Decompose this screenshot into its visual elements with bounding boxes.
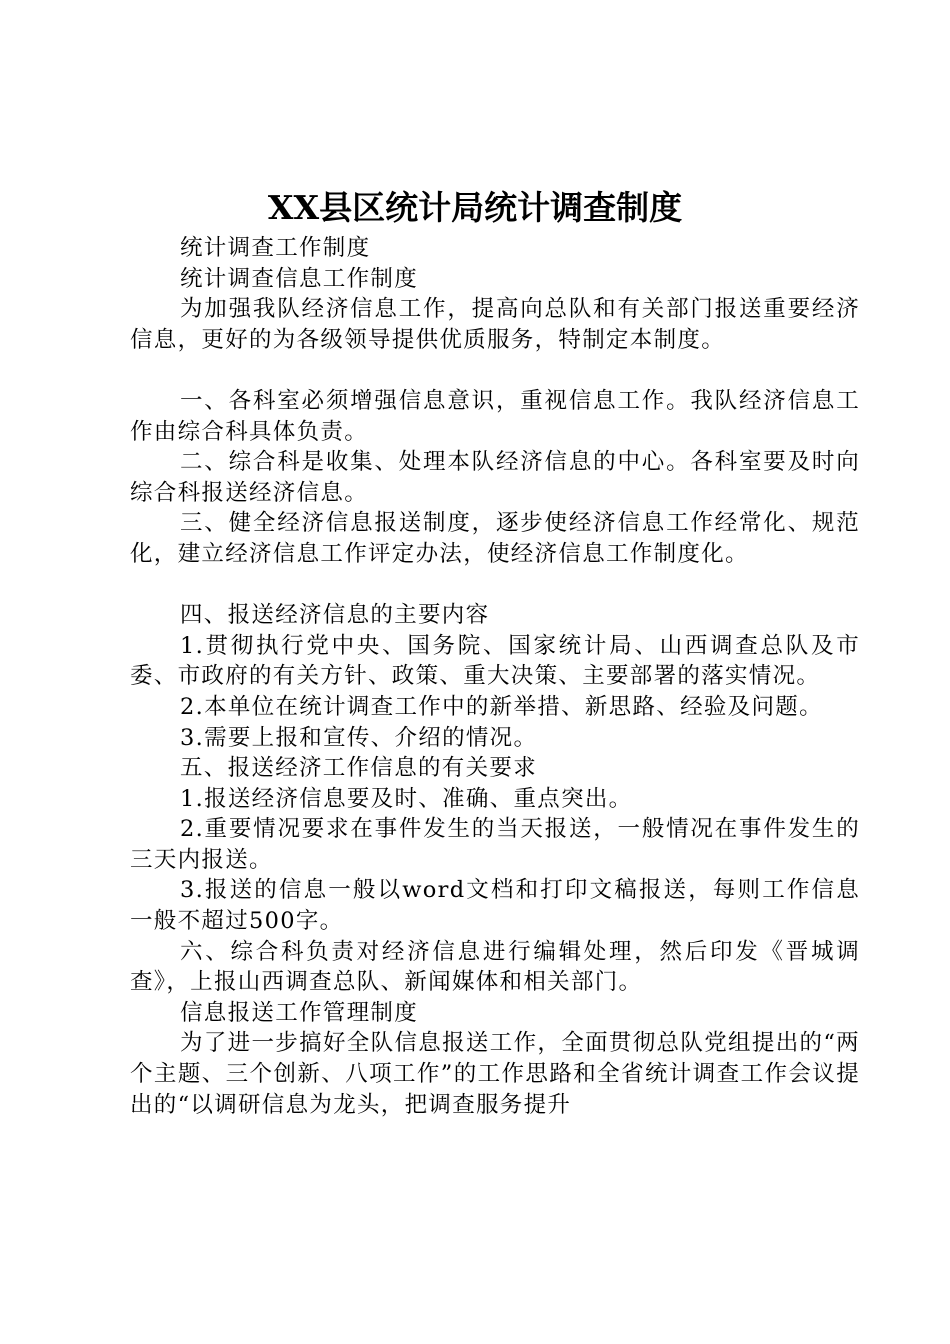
paragraph-item-5: 五、报送经济工作信息的有关要求 — [180, 755, 538, 782]
paragraph-item-5-1: 1.报送经济信息要及时、准确、重点突出。 — [180, 785, 633, 812]
paragraph-item-4-3: 3.需要上报和宣传、介绍的情况。 — [180, 724, 538, 751]
paragraph-heading-info-system: 统计调查信息工作制度 — [180, 265, 419, 292]
paragraph-management-intro: 为了进一步搞好全队信息报送工作，全面贯彻总队党组提出的“两个主题、三个创新、八项工作”的工作思路和全省统计调查工作会议提出的“以调研信息为龙头，把调查服务提升 — [130, 1030, 860, 1118]
paragraph-intro: 为加强我队经济信息工作，提高向总队和有关部门报送重要经济信息，更好的为各级领导提供优质服务，特制定本制度。 — [130, 296, 860, 353]
paragraph-item-5-3: 3.报送的信息一般以word文档和打印文稿报送，每则工作信息一般不超过500字。 — [130, 877, 860, 935]
paragraph-item-4: 四、报送经济信息的主要内容 — [180, 602, 490, 629]
paragraph-item-3: 三、健全经济信息报送制度，逐步使经济信息工作经常化、规范化，建立经济信息工作评定办法，使经济信息工作制度化。 — [130, 510, 860, 567]
paragraph-item-5-2: 2.重要情况要求在事件发生的当天报送，一般情况在事件发生的三天内报送。 — [130, 816, 860, 873]
paragraph-item-6: 六、综合科负责对经济信息进行编辑处理，然后印发《晋城调查》，上报山西调查总队、新闻媒体和相关部门。 — [130, 938, 860, 996]
paragraph-heading-work-system: 统计调查工作制度 — [180, 235, 371, 261]
paragraph-item-4-2: 2.本单位在统计调查工作中的新举措、新思路、经验及问题。 — [180, 693, 823, 720]
paragraph-heading-management: 信息报送工作管理制度 — [180, 999, 419, 1026]
paragraph-spacer — [130, 570, 860, 601]
paragraph-item-2: 二、综合科是收集、处理本队经济信息的中心。各科室要及时向综合科报送经济信息。 — [130, 449, 860, 506]
document-body — [130, 233, 860, 1120]
paragraph-item-1: 一、各科室必须增强信息意识，重视信息工作。我队经济信息工作由综合科具体负责。 — [130, 387, 860, 445]
document-title: XX县区统计局统计调查制度 — [267, 188, 683, 227]
paragraph-item-4-1: 1.贯彻执行党中央、国务院、国家统计局、山西调查总队及市委、市政府的有关方针、政策、重大决策、主要部署的落实情况。 — [130, 632, 860, 690]
paragraph-spacer — [130, 355, 860, 386]
